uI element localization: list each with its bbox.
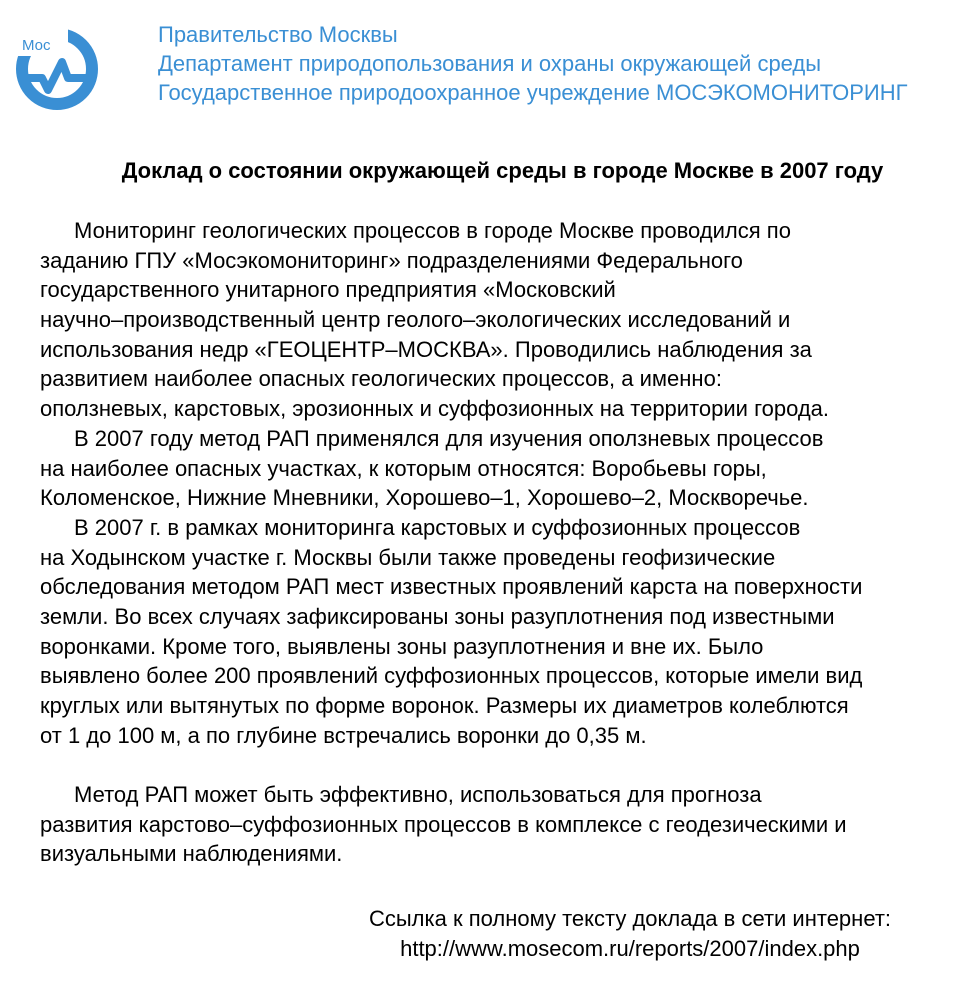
body-line: обследования методом РАП мест известных проявлений карста на поверхности: [40, 574, 863, 600]
report-url-link[interactable]: http://www.mosecom.ru/reports/2007/index.php: [400, 936, 860, 961]
report-title: Доклад о состоянии окружающей среды в городе Москве в 2007 году: [121, 158, 884, 183]
link-label: Ссылка к полному тексту доклада в сети интернет:: [368, 906, 892, 931]
paragraph-spacer: [40, 750, 963, 780]
body-line: В 2007 году метод РАП применялся для изучения оползневых процессов: [74, 425, 824, 451]
body-line: В 2007 г. в рамках мониторинга карстовых и суффозионных процессов: [74, 514, 801, 540]
body-line: воронками. Кроме того, выявлены зоны разуплотнения и вне их. Было: [40, 633, 764, 659]
report-link-block: [330, 904, 930, 964]
header-line-government: Правительство Москвы: [158, 22, 398, 47]
header-line-department: Департамент природопользования и охраны окружающей среды: [158, 51, 822, 76]
logo-text: Мос: [22, 37, 51, 54]
body-line: земли. Во всех случаях зафиксированы зоны разуплотнения под известными: [40, 603, 835, 629]
organization-header: [158, 20, 958, 107]
header-line-institution: Государственное природоохранное учреждение МОСЭКОМОНИТОРИНГ: [158, 80, 908, 105]
body-line: на наиболее опасных участках, к которым относятся: Воробьевы горы,: [40, 455, 767, 481]
body-line: на Ходынском участке г. Москвы были также проведены геофизические: [40, 544, 776, 570]
body-line: заданию ГПУ «Мосэкомониторинг» подразделениями Федерального: [40, 247, 743, 273]
body-line: государственного унитарного предприятия «Московский: [40, 277, 616, 303]
body-line: Коломенское, Нижние Мневники, Хорошево–1, Хорошево–2, Москворечье.: [40, 485, 809, 511]
body-line: развитием наиболее опасных геологических процессов, а именно:: [40, 366, 722, 392]
mosecom-logo: [14, 26, 100, 112]
body-line: выявлено более 200 проявлений суффозионных процессов, которые имели вид: [40, 663, 863, 689]
body-line: научно–производственный центр геолого–экологических исследований и: [40, 307, 791, 333]
report-body: [40, 216, 963, 869]
body-line: использования недр «ГЕОЦЕНТР–МОСКВА». Проводились наблюдения за: [40, 336, 812, 362]
body-line: Мониторинг геологических процессов в городе Москве проводился по: [74, 218, 791, 243]
body-line: оползневых, карстовых, эрозионных и суффозионных на территории города.: [40, 396, 830, 422]
body-line: от 1 до 100 м, а по глубине встречались воронки до 0,35 м.: [40, 722, 647, 748]
body-line: визуальными наблюдениями.: [40, 841, 343, 867]
body-line: развития карстово–суффозионных процессов в комплексе с геодезическими и: [40, 811, 847, 837]
body-line: круглых или вытянутых по форме воронок. Размеры их диаметров колеблются: [40, 693, 849, 718]
body-line: Метод РАП может быть эффективно, использоваться для прогноза: [74, 782, 762, 808]
mosecom-logo-icon: [14, 26, 100, 112]
